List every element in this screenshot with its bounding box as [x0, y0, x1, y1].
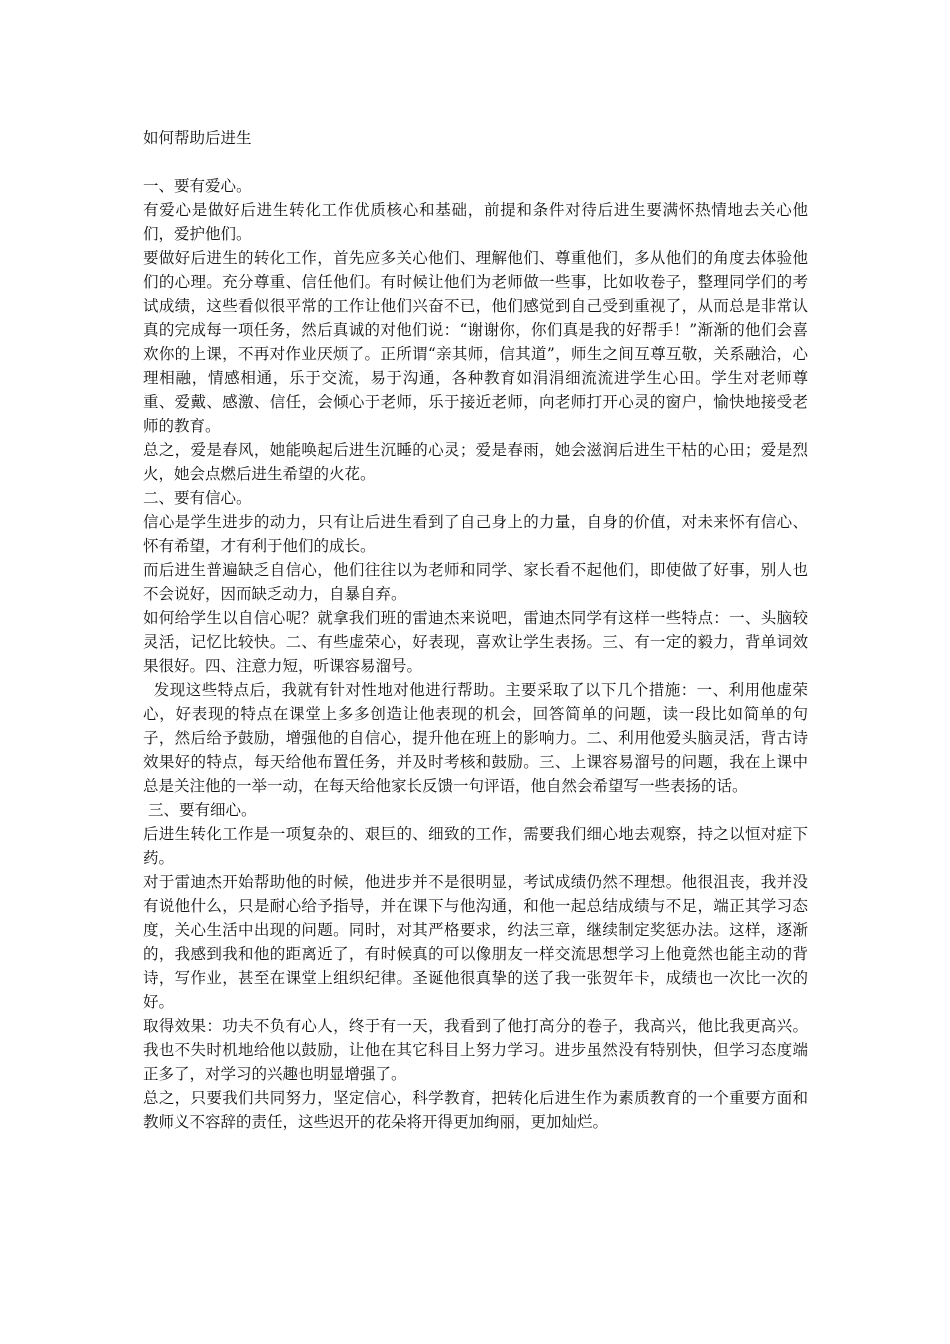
section-heading-2: 二、要有信心。 — [143, 489, 252, 507]
paragraph: 要做好后进生的转化工作，首先应多关心他们、理解他们、尊重他们，多从他们的角度去体验他们的心理。充分尊重、信任他们。有时候让他们为老师做一些事，比如收卷子，整理同学们的考试成绩，这些看似很平常的工作让他们兴奋不已，他们感觉到自己受到重视了，从而总是非常认真的完成每一项任务，然后真诚的对他们说：“谢谢你，你们真是我的好帮手！”渐渐的他们会喜欢你的上课，不再对作业厌烦了。正所谓“亲其师，信其道”，师生之间互尊互敬，关系融洽，心理相融，情感相通，乐于交流，易于沟通，各种教育如涓涓细流流进学生心田。学生对老师尊重、爱戴、感激、信任，会倾心于老师，乐于接近老师，向老师打开心灵的窗户，愉快地接受老师的教育。 — [143, 249, 808, 435]
paragraph: 而后进生普遍缺乏自信心，他们往往以为老师和同学、家长看不起他们，即使做了好事，别人也不会说好，因而缺乏动力，自暴自弃。 — [143, 561, 808, 603]
section-heading-1: 一、要有爱心。 — [143, 177, 252, 195]
paragraph: 对于雷迪杰开始帮助他的时候，他进步并不是很明显，考试成绩仍然不理想。他很沮丧，我并没有说他什么，只是耐心给予指导，并在课下与他沟通，和他一起总结成绩与不足，端正其学习态度，关心生活中出现的问题。同时，对其严格要求，约法三章，继续制定奖惩办法。这样，逐渐的，我感到我和他的距离近了，有时候真的可以像朋友一样交流思想学习上他竟然也能主动的背诗，写作业，甚至在课堂上组织纪律。圣诞他很真挚的送了我一张贺年卡，成绩也一次比一次的好。 — [143, 873, 808, 1011]
paragraph: 有爱心是做好后进生转化工作优质核心和基础，前提和条件对待后进生要满怀热情地去关心他们，爱护他们。 — [143, 201, 808, 243]
paragraph: 如何给学生以自信心呢？就拿我们班的雷迪杰来说吧，雷迪杰同学有这样一些特点：一、头脑较灵活，记忆比较快。二、有些虚荣心，好表现，喜欢让学生表扬。三、有一定的毅力，背单词效果很好。四、注意力短，听课容易溜号。 — [143, 609, 808, 675]
paragraph: 总之，爱是春风，她能唤起后进生沉睡的心灵；爱是春雨，她会滋润后进生干枯的心田；爱是烈火，她会点燃后进生希望的火花。 — [143, 441, 808, 483]
paragraph: 发现这些特点后，我就有针对性地对他进行帮助。主要采取了以下几个措施：一、利用他虚荣心，好表现的特点在课堂上多多创造让他表现的机会，回答简单的问题，读一段比如简单的句子，然后给予鼓励，增强他的自信心，提升他在班上的影响力。二、利用他爱头脑灵活，背古诗效果好的特点，每天给他布置任务，并及时考核和鼓励。三、上课容易溜号的问题，我在上课中总是关注他的一举一动，在每天给他家长反馈一句评语，他自然会希望写一些表扬的话。 — [143, 681, 808, 795]
paragraph: 信心是学生进步的动力，只有让后进生看到了自己身上的力量，自身的价值，对未来怀有信心、怀有希望，才有利于他们的成长。 — [143, 513, 808, 555]
paragraph: 后进生转化工作是一项复杂的、艰巨的、细致的工作，需要我们细心地去观察，持之以恒对症下药。 — [143, 825, 808, 867]
paragraph: 总之，只要我们共同努力，坚定信心，科学教育，把转化后进生作为素质教育的一个重要方面和教师义不容辞的责任，这些迟开的花朵将开得更加绚丽，更加灿烂。 — [143, 1089, 808, 1131]
document-page — [143, 128, 808, 1134]
paragraph: 取得效果：功夫不负有心人，终于有一天，我看到了他打高分的卷子，我高兴，他比我更高兴。我也不失时机地给他以鼓励，让他在其它科目上努力学习。进步虽然没有特别快，但学习态度端正多了，对学习的兴趣也明显增强了。 — [143, 1017, 808, 1083]
section-heading-3: 三、要有细心。 — [143, 801, 257, 819]
document-title: 如何帮助后进生 — [143, 129, 252, 147]
